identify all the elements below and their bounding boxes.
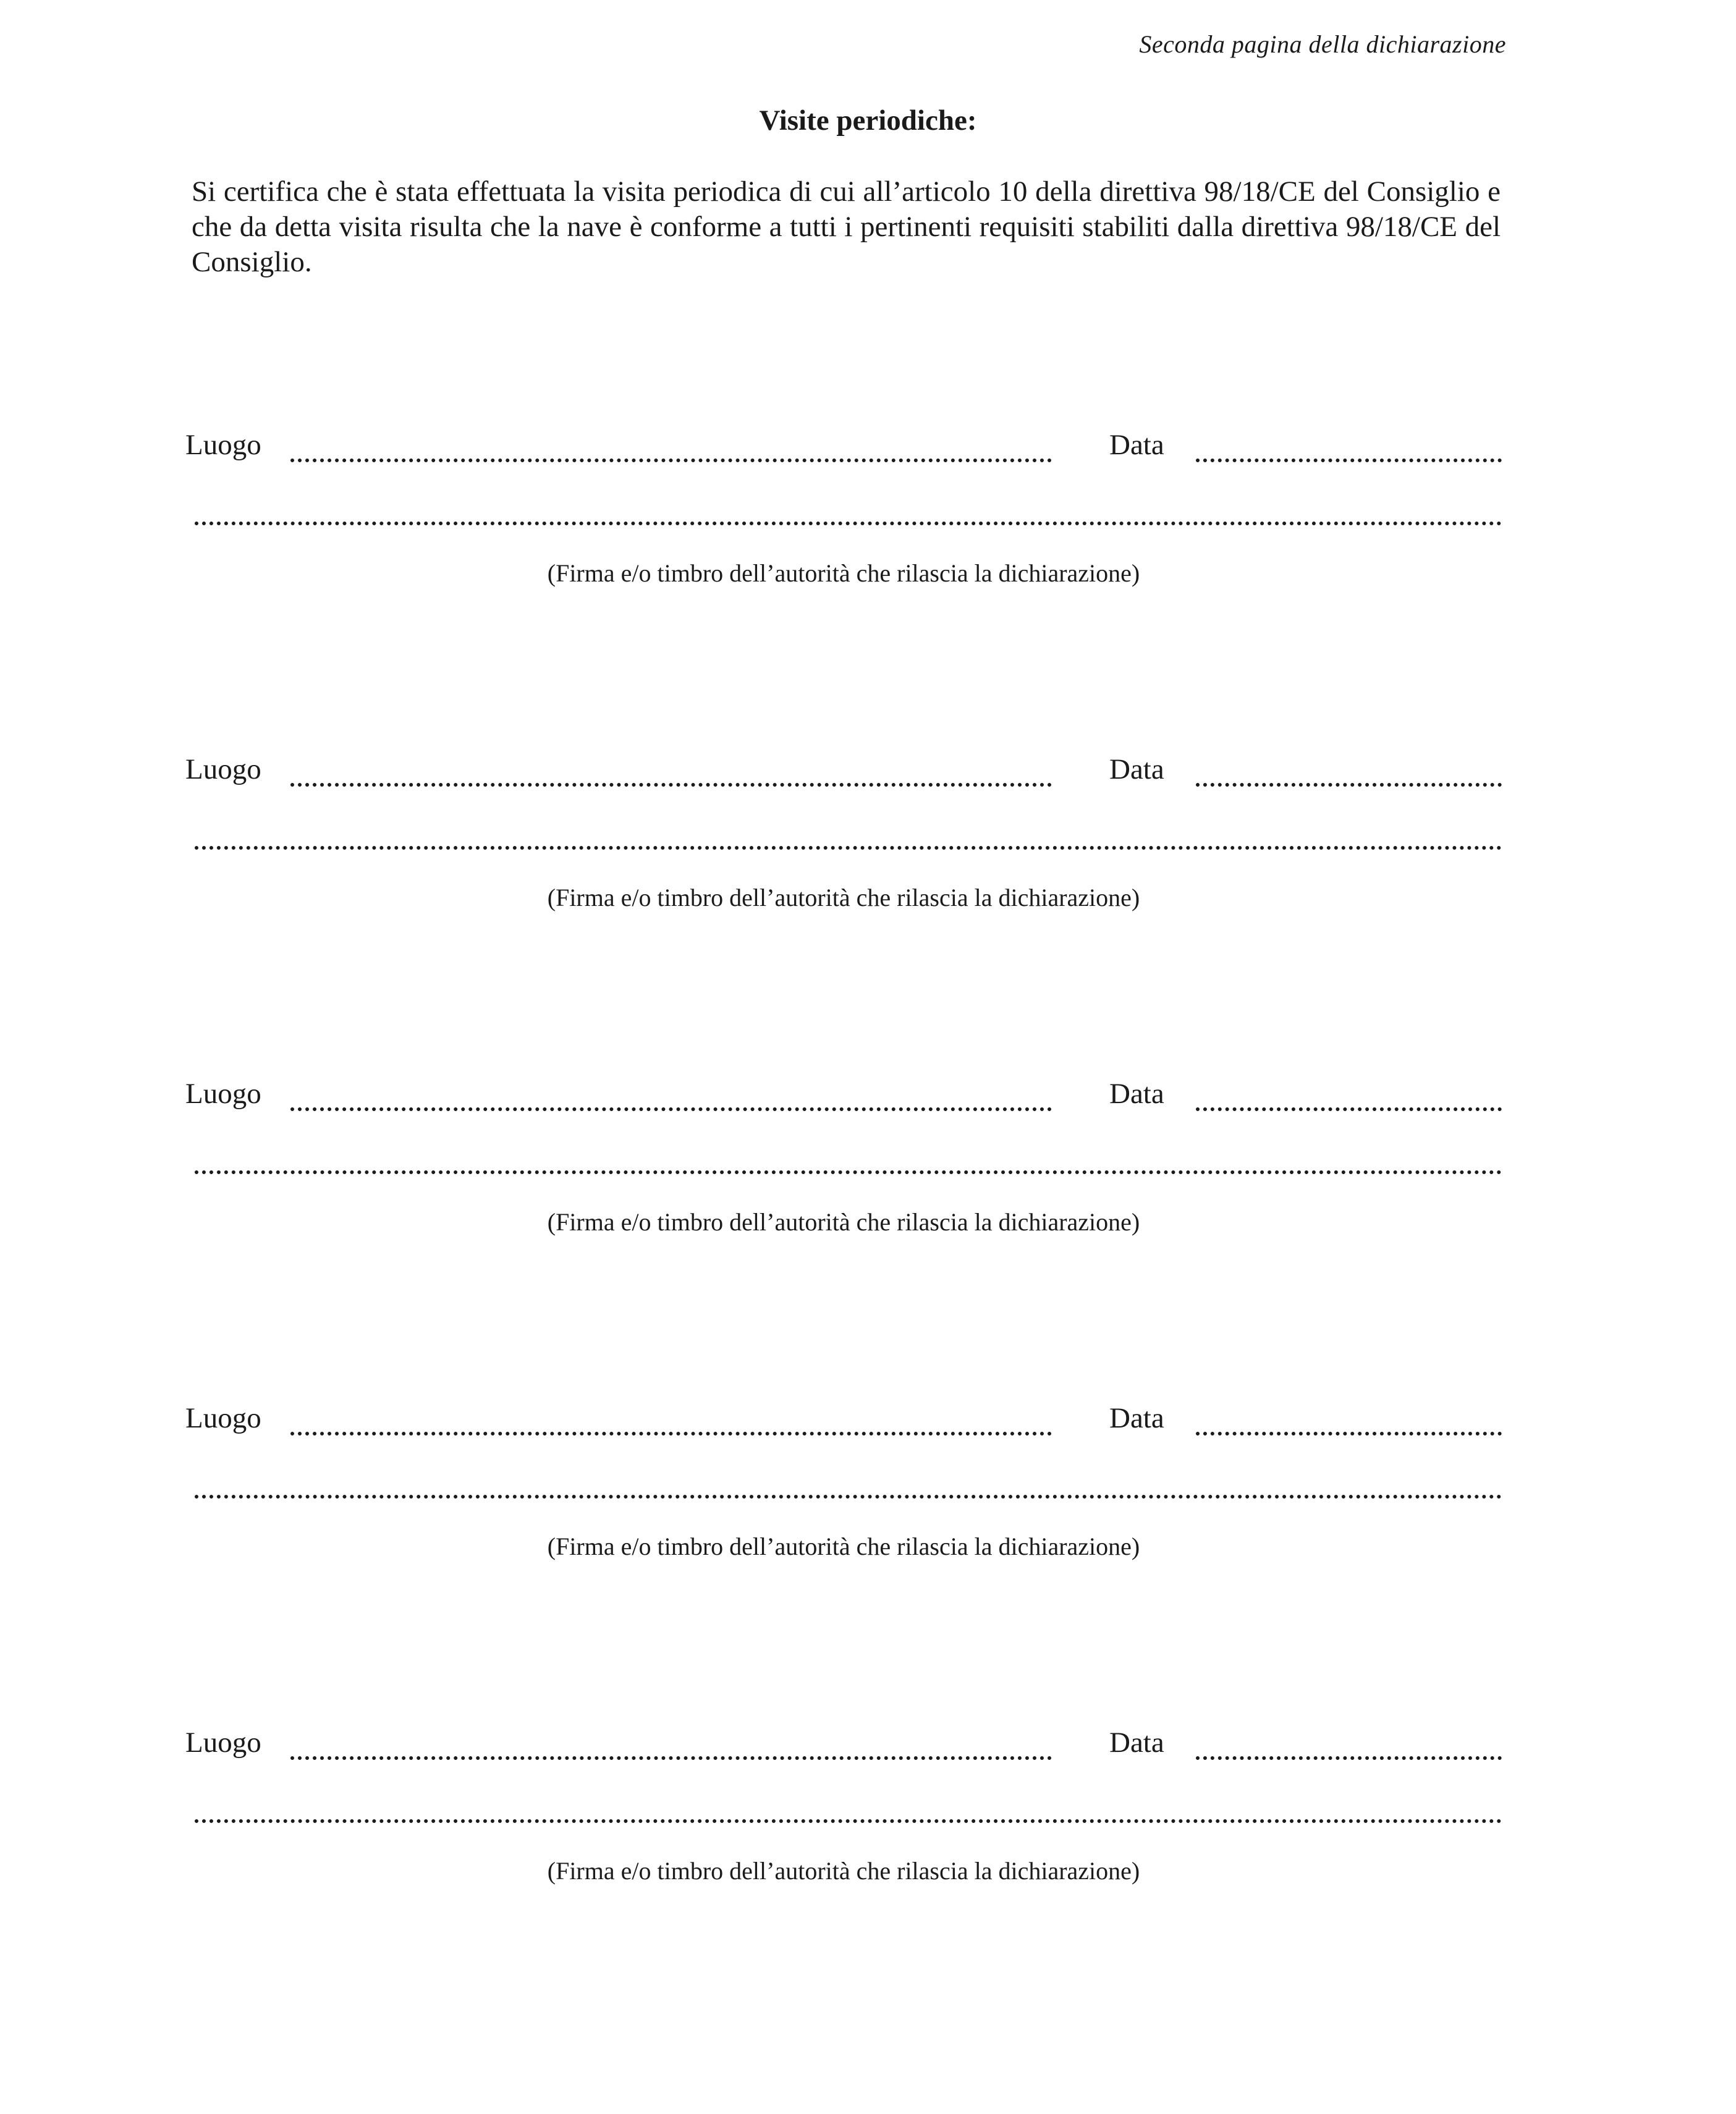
place-label: Luogo xyxy=(185,1727,261,1759)
place-label: Luogo xyxy=(185,1402,261,1434)
signature-caption: (Firma e/o timbro dell’autorità che rilascia la dichiarazione) xyxy=(547,1533,1140,1560)
date-label: Data xyxy=(1109,753,1164,785)
place-field[interactable] xyxy=(290,459,1052,462)
signature-caption: (Firma e/o timbro dell’autorità che rilascia la dichiarazione) xyxy=(547,559,1140,587)
certification-text: Si certifica che è stata effettuata la visita periodica di cui all’articolo 10 della direttiva 98/18/CE del Consiglio e che da detta visita risulta che la nave è conforme a tutti i pertinenti requisiti stabiliti dalla direttiva 98/18/CE del Consiglio. xyxy=(192,175,1501,278)
page-note: Seconda pagina della dichiarazione xyxy=(1139,30,1506,58)
date-label: Data xyxy=(1109,1402,1164,1434)
place-date-row xyxy=(185,1723,1502,1762)
signature-field[interactable] xyxy=(195,522,1502,525)
place-field[interactable] xyxy=(290,1432,1052,1435)
signature-field[interactable] xyxy=(195,1170,1502,1174)
place-field[interactable] xyxy=(290,1756,1052,1760)
date-label: Data xyxy=(1109,1727,1164,1759)
signature-field[interactable] xyxy=(195,846,1502,850)
signature-caption: (Firma e/o timbro dell’autorità che rilascia la dichiarazione) xyxy=(547,1208,1140,1236)
inspection-entry-2 xyxy=(185,750,1502,947)
inspection-entry-1 xyxy=(185,425,1502,623)
place-label: Luogo xyxy=(185,1078,261,1110)
signature-field[interactable] xyxy=(195,1819,1502,1823)
place-field[interactable] xyxy=(290,1107,1052,1111)
date-label: Data xyxy=(1109,429,1164,461)
place-date-row xyxy=(185,1074,1502,1114)
place-field[interactable] xyxy=(290,783,1052,787)
signature-caption: (Firma e/o timbro dell’autorità che rilascia la dichiarazione) xyxy=(547,884,1140,911)
inspection-entry-4 xyxy=(185,1398,1502,1596)
section-title: Visite periodiche: xyxy=(759,104,977,137)
place-date-row xyxy=(185,1398,1502,1438)
place-date-row xyxy=(185,750,1502,789)
place-date-row xyxy=(185,425,1502,465)
place-label: Luogo xyxy=(185,753,261,785)
signature-field[interactable] xyxy=(195,1495,1502,1499)
inspection-entry-3 xyxy=(185,1074,1502,1272)
date-field[interactable] xyxy=(1196,1756,1502,1760)
place-label: Luogo xyxy=(185,429,261,461)
signature-caption: (Firma e/o timbro dell’autorità che rilascia la dichiarazione) xyxy=(547,1857,1140,1885)
date-field[interactable] xyxy=(1196,783,1502,787)
date-field[interactable] xyxy=(1196,459,1502,462)
date-label: Data xyxy=(1109,1078,1164,1110)
date-field[interactable] xyxy=(1196,1432,1502,1435)
date-field[interactable] xyxy=(1196,1107,1502,1111)
inspection-entry-5 xyxy=(185,1723,1502,1921)
